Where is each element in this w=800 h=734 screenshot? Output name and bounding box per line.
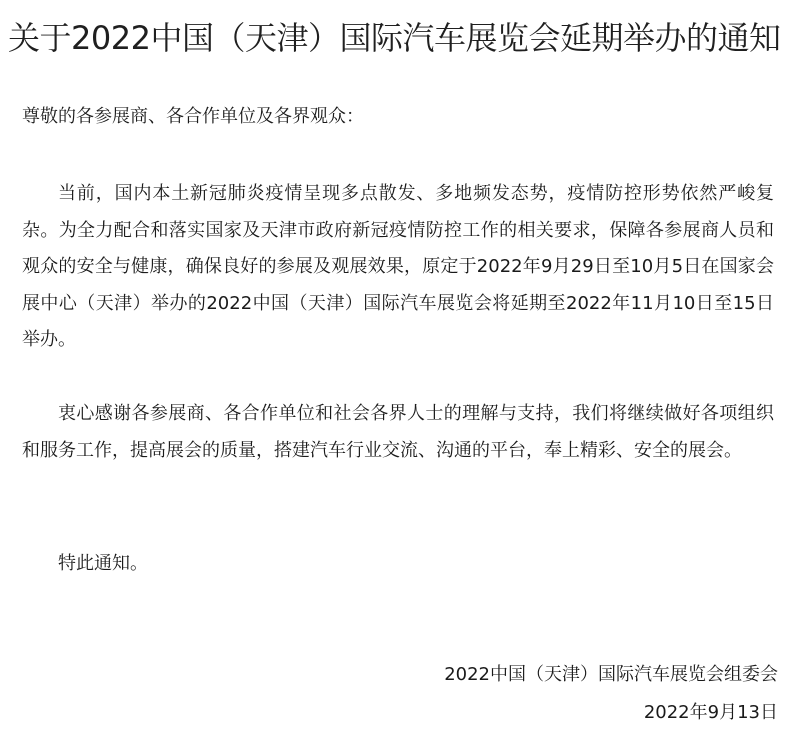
- body-paragraph-postponement: 当前，国内本土新冠肺炎疫情呈现多点散发、多地频发态势，疫情防控形势依然严峻复杂。为全力配合和落实国家及天津市政府新冠疫情防控工作的相关要求，保障各参展商人员和观众的安全与健康，确保良好的参展及观展效果，原定于2022年9月29日至10月5日在国家会展中心（天津）举办的2022中国（天津）国际汽车展览会将延期至2022年11月10日至15日举办。: [22, 183, 774, 350]
- signature-organizer: 2022中国（天津）国际汽车展览会组委会: [444, 664, 778, 685]
- body-paragraph-closing: 特此通知。: [58, 553, 148, 574]
- body-paragraph-thanks: 衷心感谢各参展商、各合作单位和社会各界人士的理解与支持，我们将继续做好各项组织和服务工作，提高展会的质量，搭建汽车行业交流、沟通的平台，奉上精彩、安全的展会。: [22, 403, 774, 461]
- signature-date: 2022年9月13日: [643, 702, 778, 723]
- notice-title: 关于2022中国（天津）国际汽车展览会延期举办的通知: [8, 19, 781, 57]
- salutation: 尊敬的各参展商、各合作单位及各界观众：: [22, 106, 364, 127]
